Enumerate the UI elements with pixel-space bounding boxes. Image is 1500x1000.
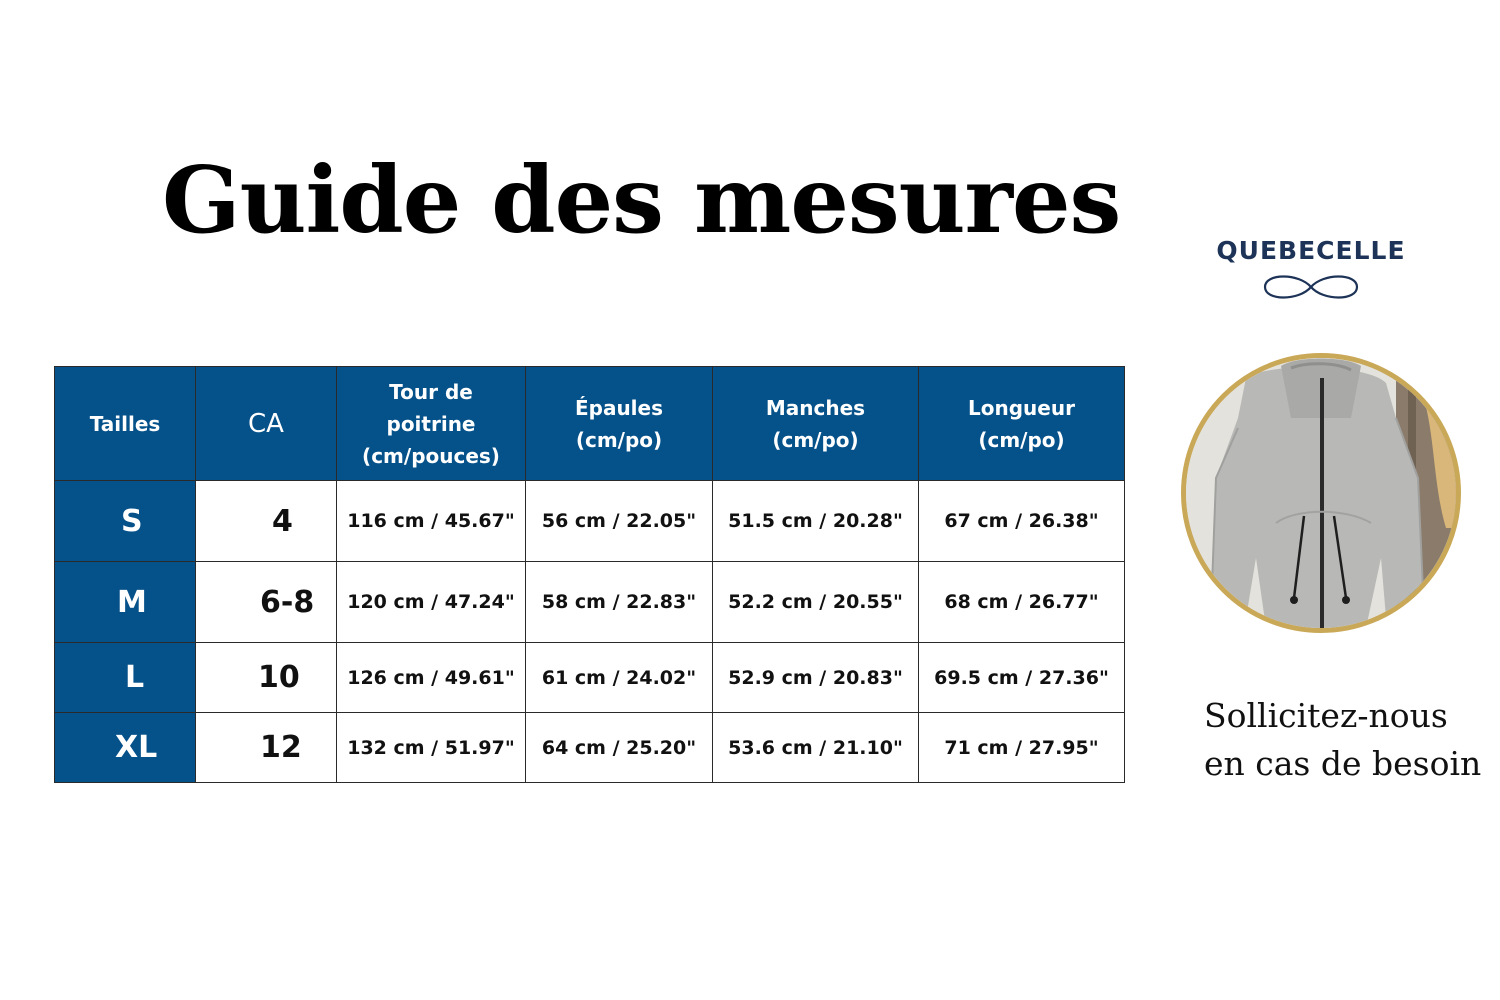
header-sleeves [713,367,919,481]
table-row [55,481,1125,562]
table-row [55,562,1125,643]
sleeves-cell: 53.6 cm / 21.10" [713,713,919,783]
header-chest-line1: Tour de [389,379,473,404]
size-cell: L [55,643,196,713]
header-length-line1: Longueur [968,395,1075,420]
header-length [919,367,1125,481]
brand-logo [1208,236,1414,303]
shoulders-cell: 64 cm / 25.20" [526,713,713,783]
size-cell: M [55,562,196,643]
header-length-line2: (cm/po) [978,427,1065,452]
header-sizes: Tailles [55,367,196,481]
jacket-photo [1181,353,1461,633]
jacket-illustration [1186,358,1456,628]
contact-line2: en cas de besoin [1204,744,1482,783]
brand-name: QUEBECELLE [1216,236,1406,265]
length-cell: 69.5 cm / 27.36" [919,643,1125,713]
shoulders-cell: 61 cm / 24.02" [526,643,713,713]
ca-cell: 12 [196,713,337,783]
sleeves-cell: 51.5 cm / 20.28" [713,481,919,562]
header-shoulders-line1: Épaules [574,395,664,420]
chest-cell: 132 cm / 51.97" [337,713,526,783]
size-cell: S [55,481,196,562]
shoulders-cell: 56 cm / 22.05" [526,481,713,562]
size-chart-table [54,366,1125,783]
page-title: Guide des mesures [162,146,1121,254]
ca-cell: 10 [196,643,337,713]
length-cell: 67 cm / 26.38" [919,481,1125,562]
length-cell: 71 cm / 27.95" [919,713,1125,783]
header-shoulders-line2: (cm/po) [575,427,663,452]
table-row [55,713,1125,783]
ca-cell: 4 [196,481,337,562]
table-header-row [55,367,1125,481]
sleeves-cell: 52.9 cm / 20.83" [713,643,919,713]
chest-cell: 126 cm / 49.61" [337,643,526,713]
header-chest-line3: (cm/pouces) [362,443,500,468]
ca-cell: 6-8 [196,562,337,643]
contact-message [1204,692,1481,788]
size-cell: XL [55,713,196,783]
header-chest-line2: poitrine [386,411,476,436]
header-sleeves-line1: Manches [765,395,866,420]
header-shoulders [526,367,713,481]
sleeves-cell: 52.2 cm / 20.55" [713,562,919,643]
chest-cell: 120 cm / 47.24" [337,562,526,643]
header-sleeves-line2: (cm/po) [772,427,859,452]
infinity-icon [1259,271,1363,303]
chest-cell: 116 cm / 45.67" [337,481,526,562]
header-ca: CA [196,367,337,481]
table-row [55,643,1125,713]
contact-line1: Sollicitez-nous [1204,696,1448,735]
shoulders-cell: 58 cm / 22.83" [526,562,713,643]
header-chest [337,367,526,481]
length-cell: 68 cm / 26.77" [919,562,1125,643]
